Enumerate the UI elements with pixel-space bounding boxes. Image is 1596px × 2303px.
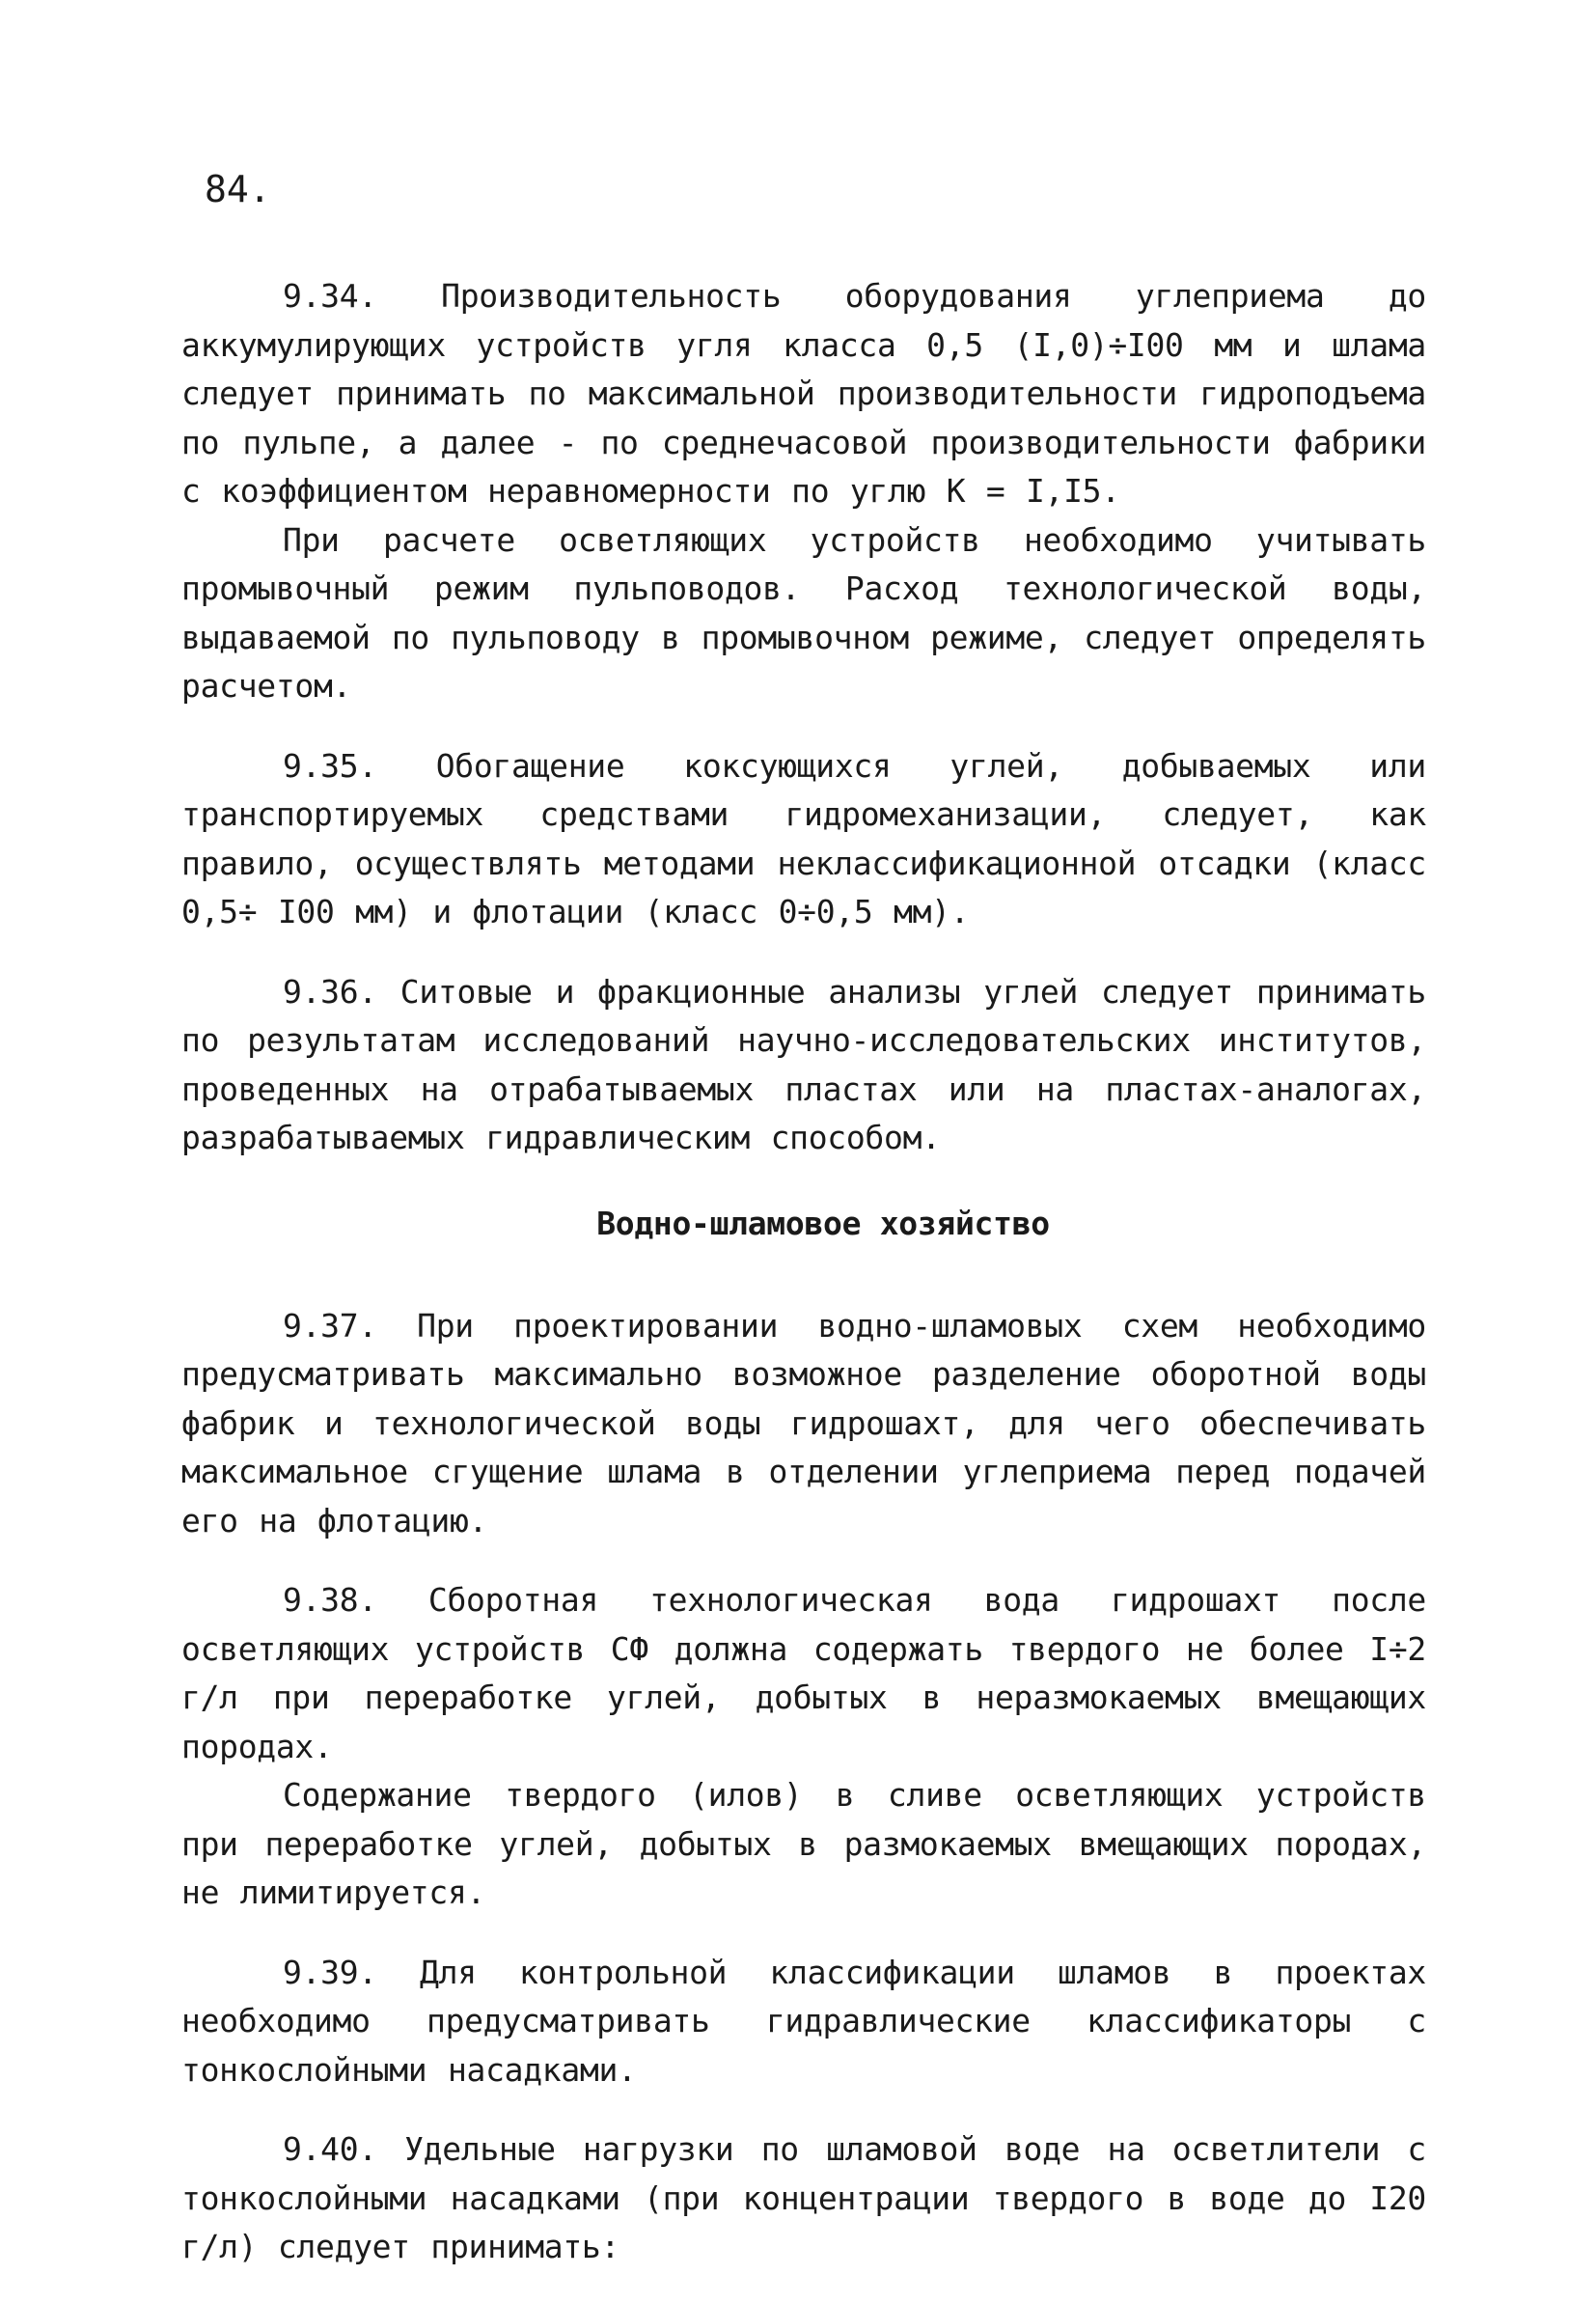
paragraph-9-36: 9.36. Ситовые и фракционные анализы углей следует принимать по результатам исследований научно-исследовательских институтов, проведенных на отрабатываемых пластах или на пластах-аналогах, разрабатываемых гидравлическим способом.	[181, 972, 1426, 1156]
paragraph-9-37: 9.37. При проектировании водно-шламовых схем необходимо предусматривать максимально возможное разделение оборотной воды фабрик и технологической воды гидрошахт, для чего обеспечивать максимальное сгущение шлама в отделении углеприема перед подачей его на флотацию.	[181, 1306, 1426, 1540]
section-heading: Водно-шламовое хозяйство	[596, 1204, 1050, 1242]
paragraph-9-40: 9.40. Удельные нагрузки по шламовой воде на осветлители с тонкослойными насадками (при концентрации твердого в воде до I20 г/л) следует принимать:	[181, 2130, 1426, 2265]
paragraph-9-39: 9.39. Для контрольной классификации шламов в проектах необходимо предусматривать гидравлические классификаторы с тонкослойными насадками.	[181, 1953, 1426, 2089]
paragraph-9-38: 9.38. Сборотная технологическая вода гидрошахт после осветляющих устройств СФ должна содержать твердого не более I÷2 г/л при переработке углей, добытых в неразмокаемых вмещающих породах.	[181, 1581, 1426, 1765]
paragraph-9-38-continuation: Содержание твердого (илов) в сливе осветляющих устройств при переработке углей, добытых в размокаемых вмещающих породах, не лимитируется.	[181, 1776, 1426, 1911]
paragraph-9-35: 9.35. Обогащение коксующихся углей, добываемых или транспортируемых средствами гидромеханизации, следует, как правило, осуществлять методами неклассификационной отсадки (класс 0,5÷ I00 мм) и флотации (класс 0÷0,5 мм).	[181, 746, 1426, 930]
paragraph-9-34: 9.34. Производительность оборудования углеприема до аккумулирующих устройств угля класса 0,5 (I,0)÷I00 мм и шлама следует принимать по максимальной производительности гидроподъема по пульпе, а далее - по среднечасовой производительности фабрики с коэффициентом неравномерности по углю К = I,I5.	[181, 277, 1426, 510]
page-number: 84.	[205, 168, 271, 210]
paragraph-9-34-continuation: При расчете осветляющих устройств необходимо учитывать промывочный режим пульповодов. Расход технологической воды, выдаваемой по пульповоду в промывочном режиме, следует определять расчетом.	[181, 520, 1426, 705]
document-body	[181, 272, 1426, 2303]
